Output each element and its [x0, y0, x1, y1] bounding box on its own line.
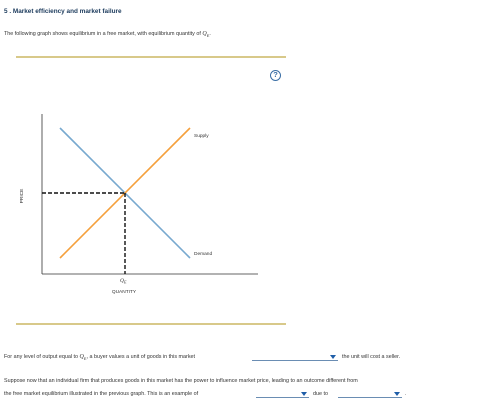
question-2-line-2-prefix: the free market equilibrium illustrated in the previous graph. This is an example of: [4, 391, 199, 397]
qe-tick-symbol: Q: [120, 278, 124, 284]
market-outcome-type-dropdown[interactable]: [256, 391, 309, 398]
chevron-down-icon: [301, 392, 307, 396]
q1-middle: , a buyer values a unit of goods in this market: [86, 354, 196, 360]
buyer-value-comparison-dropdown[interactable]: [252, 354, 338, 361]
question-2-line-1: Suppose now that an individual firm that produces goods in this market has the power to influence market price, leading to an outcome different from: [4, 378, 358, 384]
question-2-due-to-text: due to: [313, 391, 328, 397]
intro-suffix: .: [209, 31, 211, 37]
qe-tick-subscript: E: [123, 279, 127, 285]
chevron-down-icon: [394, 392, 400, 396]
q1-qe-symbol: Q: [79, 354, 84, 360]
intro-qe-subscript: E: [206, 33, 210, 39]
intro-qe-symbol: Q: [202, 31, 207, 37]
question-title: 5 . Market efficiency and market failure: [4, 8, 122, 15]
market-failure-cause-dropdown[interactable]: [338, 391, 402, 398]
demand-label: Demand: [194, 252, 213, 257]
x-axis-label: QUANTITY: [111, 290, 137, 295]
q1-qe-subscript: E: [83, 356, 87, 362]
question-1-prefix-text: [4, 354, 195, 361]
supply-label: Supply: [194, 134, 209, 139]
intro-prefix: The following graph shows equilibrium in a free market, with equilibrium quantity of: [4, 31, 203, 37]
question-1-suffix-text: the unit will cost a seller.: [342, 354, 401, 360]
y-axis-label: PRICE: [20, 188, 25, 204]
q1-prefix: For any level of output equal to: [4, 354, 80, 360]
help-button[interactable]: ?: [270, 70, 281, 81]
question-2-end-punctuation: .: [405, 391, 407, 397]
qe-tick-label: [120, 278, 127, 285]
chevron-down-icon: [330, 355, 336, 359]
